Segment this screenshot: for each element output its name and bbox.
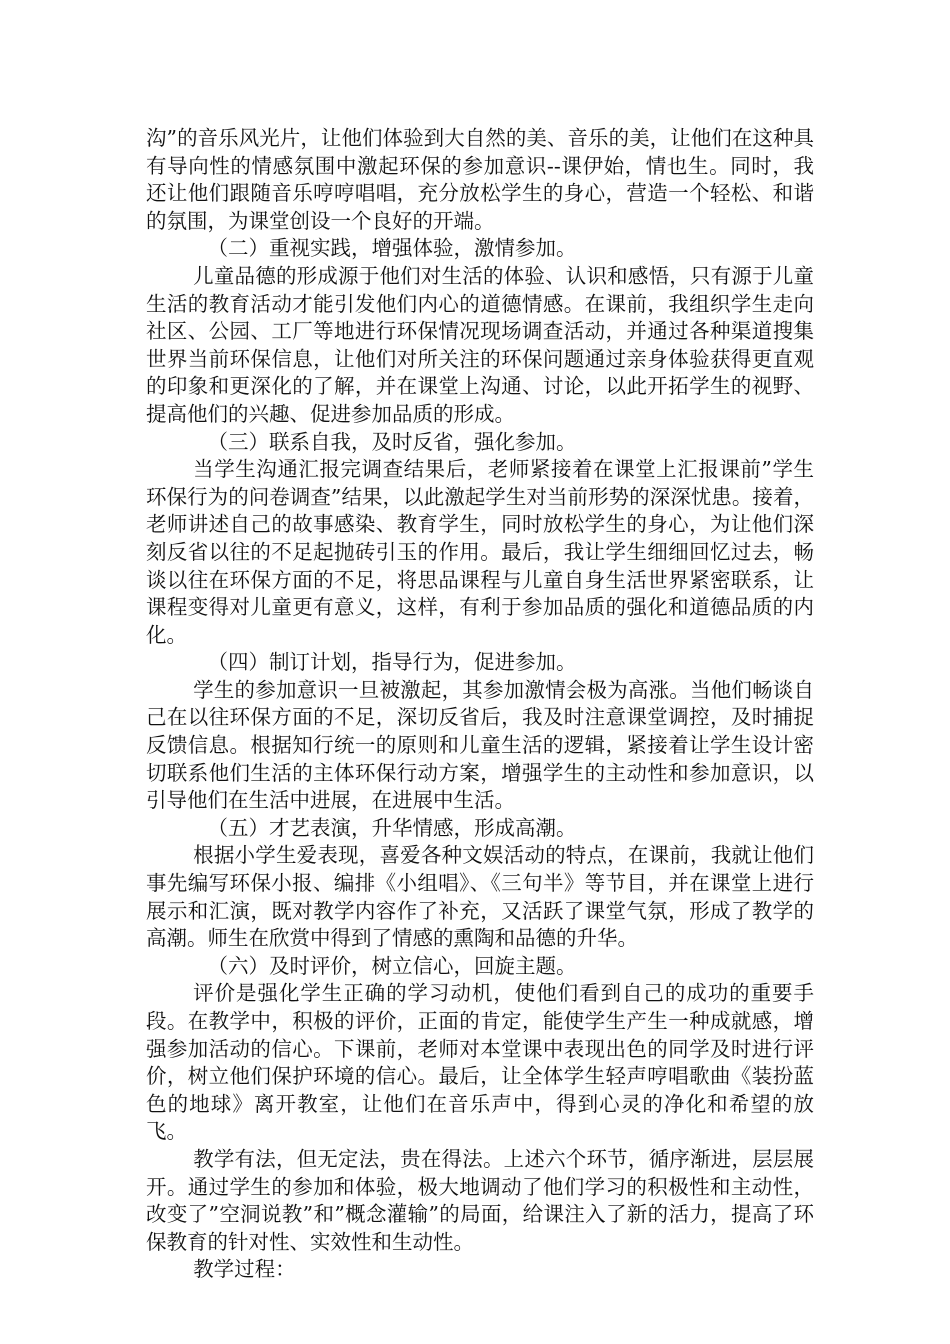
section-heading-3: （三）联系自我，及时反省，强化参加。 <box>207 429 577 454</box>
paragraph-section-4: 学生的参加意识一旦被激起，其参加激情会极为高涨。当他们畅谈自己在以往环保方面的不足，深切反省后，我及时注意课堂调控，及时捕捉反馈信息。根据知行统一的原则和儿童生活的逻辑，紧接着让学生设计密切联系他们生活的主体环保行动方案，增强学生的主动性和参加意识，以引导他们在生活中进展，在进展中生活。 <box>146 677 814 813</box>
paragraph-continuation: 沟”的音乐风光片，让他们体验到大自然的美、音乐的美，让他们在这种具有导向性的情感氛围中激起环保的参加意识--课伊始，情也生。同时，我还让他们跟随音乐哼哼唱唱，充分放松学生的身心，营造一个轻松、和谐的氛围，为课堂创设一个良好的开端。 <box>146 126 814 233</box>
section-heading-2: （二）重视实践，增强体验，激情参加。 <box>207 236 577 261</box>
section-heading-5: （五）才艺表演，升华情感，形成高潮。 <box>207 815 577 840</box>
paragraph-section-3: 当学生沟通汇报完调查结果后，老师紧接着在课堂上汇报课前”学生环保行为的问卷调查”结果，以此激起学生对当前形势的深深忧患。接着，老师讲述自己的故事感染、教育学生，同时放松学生的身心，为让他们深刻反省以往的不足起抛砖引玉的作用。最后，我让学生细细回忆过去，畅谈以往在环保方面的不足，将思品课程与儿童自身生活世界紧密联系，让课程变得对儿童更有意义，这样，有利于参加品质的强化和道德品质的内化。 <box>146 457 814 647</box>
section-heading-4: （四）制订计划，指导行为，促进参加。 <box>207 650 577 675</box>
paragraph-section-5: 根据小学生爱表现，喜爱各种文娱活动的特点，在课前，我就让他们事先编写环保小报、编排《小组唱》、《三句半》等节目，并在课堂上进行展示和汇演，既对教学内容作了补充，又活跃了课堂气氛，形成了教学的高潮。师生在欣赏中得到了情感的熏陶和品德的升华。 <box>146 843 814 951</box>
paragraph-teaching-process: 教学过程： <box>193 1257 296 1282</box>
paragraph-section-6: 评价是强化学生正确的学习动机，使他们看到自己的成功的重要手段。在教学中，积极的评价，正面的肯定，能使学生产生一种成就感，增强参加活动的信心。下课前，老师对本堂课中表现出色的同学及时进行评价，树立他们保护环境的信心。最后，让全体学生轻声哼唱歌曲《装扮蓝色的地球》离开教室，让他们在音乐声中，得到心灵的净化和希望的放飞。 <box>146 981 814 1144</box>
paragraph-section-2: 儿童品德的形成源于他们对生活的体验、认识和感悟，只有源于儿童生活的教育活动才能引发他们内心的道德情感。在课前，我组织学生走向社区、公园、工厂等地进行环保情况现场调查活动，并通过各种渠道搜集世界当前环保信息，让他们对所关注的环保问题通过亲身体验获得更直观的印象和更深化的了解，并在课堂上沟通、讨论，以此开拓学生的视野、提高他们的兴趣、促进参加品质的形成。 <box>146 263 814 426</box>
section-heading-6: （六）及时评价，树立信心，回旋主题。 <box>207 953 577 978</box>
paragraph-summary: 教学有法，但无定法，贵在得法。上述六个环节，循序渐进，层层展开。通过学生的参加和体验，极大地调动了他们学习的积极性和主动性，改变了”空洞说教”和”概念灌输”的局面，给课注入了新的活力，提高了环保教育的针对性、实效性和生动性。 <box>146 1146 814 1254</box>
document-body <box>146 125 814 1284</box>
